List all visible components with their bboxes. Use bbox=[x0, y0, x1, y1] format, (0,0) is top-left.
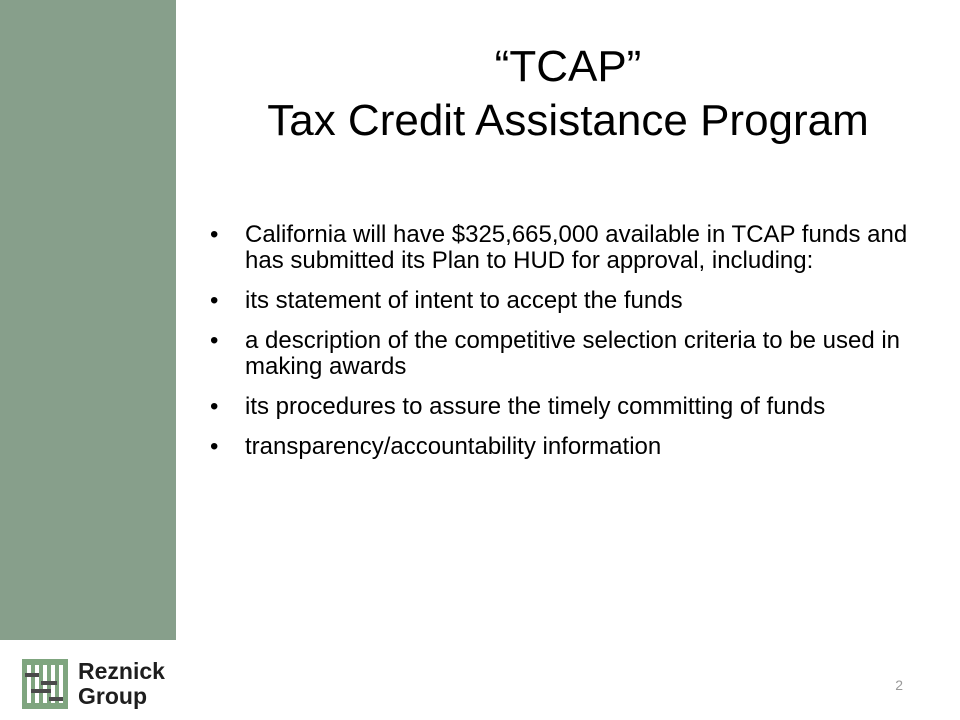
bullet-text: its statement of intent to accept the funds bbox=[245, 287, 683, 314]
bullet-text: a description of the competitive selection criteria to be used in making awards bbox=[245, 327, 901, 380]
bullet-list bbox=[210, 222, 930, 474]
title-line-1: “TCAP” bbox=[494, 42, 642, 91]
bullet-marker: • bbox=[210, 221, 219, 248]
page-number: 2 bbox=[895, 677, 903, 693]
logo-name-line-1: Reznick bbox=[78, 658, 165, 684]
bullet-marker: • bbox=[210, 327, 219, 354]
logo-name-line-2: Group bbox=[78, 683, 147, 709]
title-line-2: Tax Credit Assistance Program bbox=[267, 96, 869, 145]
bullet-text: transparency/accountability information bbox=[245, 433, 662, 460]
bullet-marker: • bbox=[210, 287, 219, 314]
bullet-text: its procedures to assure the timely committing of funds bbox=[245, 393, 826, 420]
sidebar-panel bbox=[0, 0, 176, 640]
bullet-marker: • bbox=[210, 393, 219, 420]
bullet-marker: • bbox=[210, 433, 219, 460]
slide-title bbox=[176, 40, 960, 148]
bullet-item bbox=[210, 288, 930, 314]
bullet-item bbox=[210, 434, 930, 460]
company-logo bbox=[22, 656, 182, 712]
bullet-text: California will have $325,665,000 available in TCAP funds and has submitted its Plan to HUD for approval, including: bbox=[245, 221, 908, 274]
bullet-item bbox=[210, 394, 930, 420]
bullet-item bbox=[210, 328, 930, 380]
logo-wordmark bbox=[78, 659, 165, 709]
bullet-item bbox=[210, 222, 930, 274]
reznick-logo-mark-icon bbox=[22, 659, 68, 709]
